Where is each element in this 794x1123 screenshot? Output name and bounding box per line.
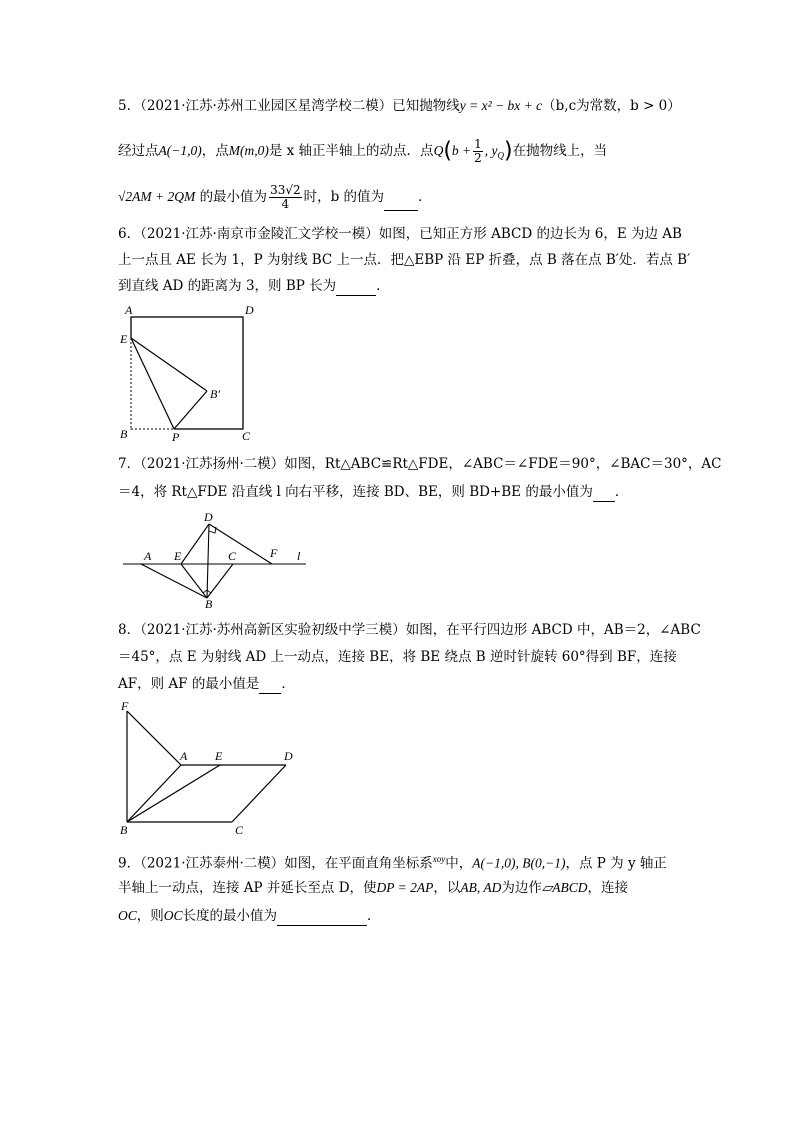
q6-text: 上一点且 AE 长为 1，P 为射线 BC 上一点．把△EBP 沿 EP 折叠，点 B 落在点 B′处．若点 B′ — [118, 252, 691, 268]
q8-text: AF，则 AF 的最小值是 — [118, 676, 260, 692]
q9-source: （2021·江苏泰州·二模） — [140, 855, 285, 872]
q5-parabola: y = x² − bx + c — [459, 98, 543, 113]
q6-segment-ep — [131, 338, 174, 429]
q5-line2 — [118, 138, 607, 166]
q7-label-a: A — [144, 549, 152, 563]
q5-text: ，点 — [201, 143, 229, 159]
q7-text: 如图，Rt△ABC≌Rt△FDE，∠ABC＝∠FDE＝90°，∠BAC＝30°，AC — [284, 456, 722, 472]
q7-answer-blank[interactable] — [593, 487, 615, 502]
q8-line1 — [118, 620, 701, 640]
q7-source: （2021·江苏扬州·二模） — [140, 456, 285, 472]
q7-number: 7． — [118, 456, 141, 472]
q6-figure — [114, 300, 264, 445]
q8-text: ＝45°，点 E 为射线 AD 上一动点，连接 BE，将 BE 绕点 B 逆时针旋转 60°得到 BF，连接 — [118, 649, 677, 665]
q5-half-num: 1 — [474, 137, 482, 151]
q7-label-l: l — [297, 549, 301, 563]
q6-text: 到直线 AD 的距离为 3，则 BP 长为 — [118, 278, 337, 294]
q5-number: 5． — [118, 98, 141, 114]
q9-period: ． — [367, 908, 381, 924]
q6-period: ． — [376, 278, 390, 294]
q8-label-c: C — [235, 823, 244, 837]
q6-segment-b-prime-p — [174, 391, 207, 429]
q5-line3 — [118, 184, 432, 211]
q9-number: 9． — [118, 855, 141, 872]
q9-text: 中， — [445, 855, 473, 872]
q6-label-e: E — [120, 332, 128, 346]
q7-label-d: D — [204, 510, 213, 524]
q7-period: ． — [614, 484, 629, 500]
q5-text: 时，b 的值为 — [303, 189, 385, 205]
q6-label-b: B — [120, 427, 128, 441]
q5-q-x: b + — [451, 143, 472, 158]
q6-label-d: D — [245, 303, 254, 317]
q5-text: 已知抛物线 — [392, 98, 460, 114]
q8-number: 8． — [118, 622, 141, 638]
q6-label-c: C — [242, 429, 251, 443]
q9-text: ，连接 — [587, 880, 629, 896]
q6-number: 6． — [118, 226, 141, 242]
q7-segment-df — [209, 524, 272, 564]
q9-line2 — [118, 878, 628, 898]
q5-q-y: , y — [484, 143, 498, 158]
q8-label-d: D — [284, 749, 293, 763]
q6-line3 — [118, 276, 390, 296]
q8-figure — [114, 698, 304, 838]
q9-oc: OC — [118, 908, 137, 923]
q8-period: ． — [281, 676, 295, 692]
q8-source: （2021·江苏·苏州高新区实验初级中学三模） — [140, 622, 406, 638]
q9-xoy: xoy — [432, 854, 446, 864]
q5-min-value — [269, 184, 302, 211]
q7-label-e: E — [174, 549, 182, 563]
q5-line1 — [118, 96, 681, 116]
q6-line2 — [118, 250, 690, 270]
q6-segment-eb-prime — [131, 338, 207, 391]
q9-dp-eq: DP = 2AP — [376, 880, 434, 895]
q7-label-c: C — [228, 549, 237, 563]
q6-line1 — [118, 224, 682, 244]
q6-label-a: A — [125, 303, 133, 317]
q7-line1 — [118, 454, 722, 474]
q9-sides: AB, AD — [460, 880, 502, 895]
q8-segment-fa — [127, 711, 181, 765]
q5-source: （2021·江苏·苏州工业园区星湾学校二模） — [140, 98, 393, 114]
q9-parallelogram: ▱ABCD — [541, 880, 588, 895]
q8-segment-dc — [232, 765, 286, 822]
q5-right-paren: ) — [504, 138, 513, 164]
q5-text: 经过点 — [118, 143, 159, 159]
q7-label-b: B — [205, 597, 213, 610]
q9-text: 为边作 — [501, 880, 542, 896]
q5-point-m: M(m,0) — [228, 143, 269, 158]
q8-label-e: E — [215, 749, 223, 763]
q9-text: ，以 — [433, 880, 461, 896]
q5-left-paren: ( — [443, 138, 452, 164]
q5-expression: √2AM + 2QM — [118, 189, 196, 204]
q6-text: 如图，已知正方形 ABCD 的边长为 6，E 为边 AB — [378, 226, 682, 242]
q5-text: 在抛物线上，当 — [512, 143, 608, 159]
q7-text: ＝4，将 Rt△FDE 沿直线 l 向右平移，连接 BD、BE，则 BD+BE 的最小值为 — [118, 484, 593, 500]
q7-line2 — [118, 482, 628, 502]
q9-answer-blank[interactable] — [277, 911, 367, 926]
q9-text: 如图，在平面直角坐标系 — [284, 855, 433, 872]
q8-line2 — [118, 647, 677, 667]
q5-q-sub: Q — [497, 150, 505, 161]
q7-figure — [118, 508, 318, 610]
q5-min-num: 33√2 — [270, 183, 301, 197]
q6-label-b-prime: B′ — [210, 387, 220, 401]
q5-text: 的最小值为 — [199, 189, 268, 205]
q5-point-q: Q — [433, 143, 444, 158]
q5-condition: （b,c为常数，b > 0） — [542, 98, 681, 114]
q9-text: 半轴上一动点，连接 AP 并延长至点 D，使 — [118, 880, 377, 896]
q7-segment-bd — [207, 524, 209, 598]
q7-segment-ab — [141, 564, 207, 598]
q5-half-den: 2 — [474, 151, 482, 165]
q8-text: 如图，在平行四边形 ABCD 中，AB＝2，∠ABC — [405, 622, 701, 638]
q9-line1 — [118, 849, 667, 874]
q5-point-a: A(−1,0) — [158, 143, 202, 158]
q8-answer-blank[interactable] — [259, 679, 281, 694]
q5-text: 是 x 轴正半轴上的动点．点 — [268, 143, 434, 159]
q9-text: ，则 — [136, 908, 164, 924]
q7-segment-de — [181, 524, 209, 564]
q6-label-p: P — [172, 430, 180, 444]
q8-line3 — [118, 674, 295, 694]
q8-label-f: F — [121, 699, 129, 713]
q8-label-a: A — [180, 749, 188, 763]
q8-label-b: B — [120, 823, 128, 837]
q6-source: （2021·江苏·南京市金陵汇文学校一模） — [140, 226, 379, 242]
q5-answer-blank[interactable] — [384, 196, 418, 211]
q5-min-den: 4 — [281, 197, 290, 211]
q9-text: 长度的最小值为 — [182, 908, 278, 924]
q6-answer-blank[interactable] — [336, 281, 376, 296]
q9-oc: OC — [163, 908, 183, 923]
q9-line3 — [118, 906, 381, 926]
q9-text: ，点 P 为 y 轴正 — [565, 855, 667, 872]
q9-points: A(−1,0), B(0,−1) — [472, 855, 566, 871]
q5-period: ． — [418, 189, 432, 205]
q7-label-f: F — [270, 546, 278, 560]
q5-half — [473, 138, 483, 165]
